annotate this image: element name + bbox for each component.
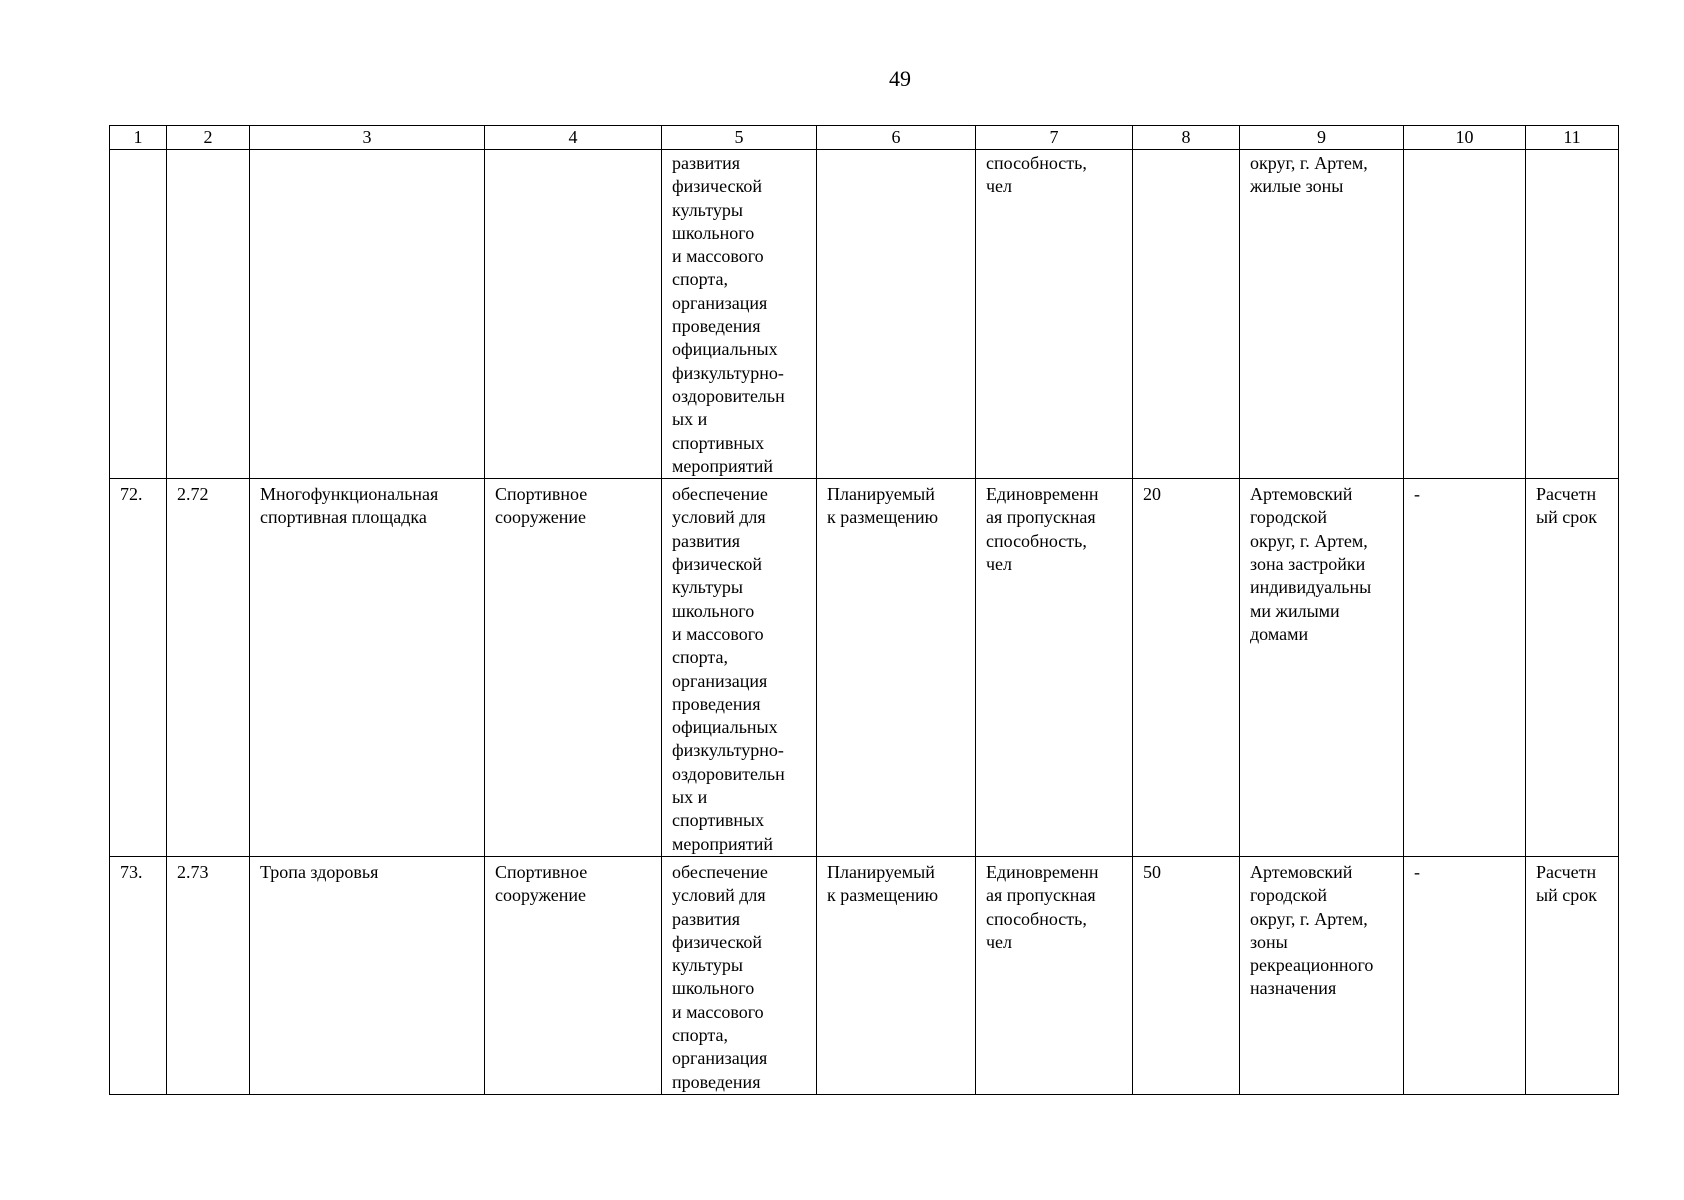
- table-cell: [662, 150, 817, 479]
- table-cell: [1133, 150, 1240, 479]
- cell-text: способность, чел: [986, 153, 1087, 197]
- table-cell: [817, 150, 976, 479]
- table-cell: [662, 479, 817, 857]
- column-header: 7: [976, 126, 1133, 150]
- table-cell: [817, 479, 976, 857]
- cell-text: -: [1414, 484, 1420, 505]
- table-cell: [110, 479, 167, 857]
- column-header: 8: [1133, 126, 1240, 150]
- cell-text: -: [1414, 861, 1420, 882]
- column-header: 10: [1404, 126, 1526, 150]
- header-row: [110, 126, 1619, 150]
- table-cell: [110, 150, 167, 479]
- table-cell: [1240, 856, 1404, 1094]
- table-cell: [1404, 479, 1526, 857]
- cell-text: 2.72: [177, 484, 209, 505]
- table-row-continuation: [110, 150, 1619, 479]
- cell-text: развития физической культуры школьного и массового спорта, организация проведения официальных физкультурно- оздоровительн ых и спортивных мероприятий: [672, 153, 785, 476]
- table-cell: [1526, 479, 1619, 857]
- table-cell: [167, 150, 250, 479]
- cell-text: Единовременн ая пропускная способность, чел: [986, 861, 1099, 952]
- table-cell: [1404, 856, 1526, 1094]
- table-cell: [485, 150, 662, 479]
- column-header: 2: [167, 126, 250, 150]
- cell-text: Спортивное сооружение: [495, 484, 588, 528]
- table-cell: [1133, 856, 1240, 1094]
- table-cell: [250, 150, 485, 479]
- table-cell: [485, 856, 662, 1094]
- table-cell: [485, 479, 662, 857]
- table-cell: [1240, 150, 1404, 479]
- table-cell: [976, 150, 1133, 479]
- column-header: 6: [817, 126, 976, 150]
- cell-text: Тропа здоровья: [260, 861, 379, 882]
- cell-text: 20: [1143, 484, 1161, 505]
- table-row: [110, 856, 1619, 1094]
- cell-text: Многофункциональная спортивная площадка: [260, 484, 439, 528]
- column-header: 9: [1240, 126, 1404, 150]
- table-cell: [976, 479, 1133, 857]
- cell-text: 2.73: [177, 861, 209, 882]
- table-cell: [1526, 856, 1619, 1094]
- cell-text: Планируемый к размещению: [827, 484, 939, 528]
- column-header: 3: [250, 126, 485, 150]
- cell-text: 73.: [120, 861, 143, 882]
- table-cell: [110, 856, 167, 1094]
- column-header: 5: [662, 126, 817, 150]
- cell-text: обеспечение условий для развития физической культуры школьного и массового спорта, организация проведения: [672, 861, 768, 1092]
- data-table: [109, 125, 1619, 1095]
- table-cell: [1240, 479, 1404, 857]
- column-header: 4: [485, 126, 662, 150]
- cell-text: Артемовский городской округ, г. Артем, зона застройки индивидуальны ми жилыми домами: [1250, 484, 1372, 644]
- table-row: [110, 479, 1619, 857]
- cell-text: Единовременн ая пропускная способность, чел: [986, 484, 1099, 575]
- cell-text: 50: [1143, 861, 1161, 882]
- table-cell: [662, 856, 817, 1094]
- cell-text: Расчетн ый срок: [1536, 861, 1597, 906]
- table-cell: [250, 856, 485, 1094]
- table-cell: [1404, 150, 1526, 479]
- table-cell: [167, 856, 250, 1094]
- cell-text: Спортивное сооружение: [495, 861, 588, 906]
- cell-text: обеспечение условий для развития физической культуры школьного и массового спорта, организация проведения официальных физкультурно- оздоровительн ых и спортивных мероприятий: [672, 484, 785, 854]
- page-number: 49: [889, 66, 911, 91]
- cell-text: Расчетн ый срок: [1536, 484, 1597, 528]
- column-header: 1: [110, 126, 167, 150]
- table-cell: [817, 856, 976, 1094]
- cell-text: округ, г. Артем, жилые зоны: [1250, 153, 1368, 197]
- table-cell: [1133, 479, 1240, 857]
- cell-text: Планируемый к размещению: [827, 861, 939, 906]
- table-cell: [976, 856, 1133, 1094]
- cell-text: Артемовский городской округ, г. Артем, зоны рекреационного назначения: [1250, 861, 1374, 999]
- table-cell: [250, 479, 485, 857]
- table-cell: [167, 479, 250, 857]
- cell-text: 72.: [120, 484, 143, 505]
- column-header: 11: [1526, 126, 1619, 150]
- table-cell: [1526, 150, 1619, 479]
